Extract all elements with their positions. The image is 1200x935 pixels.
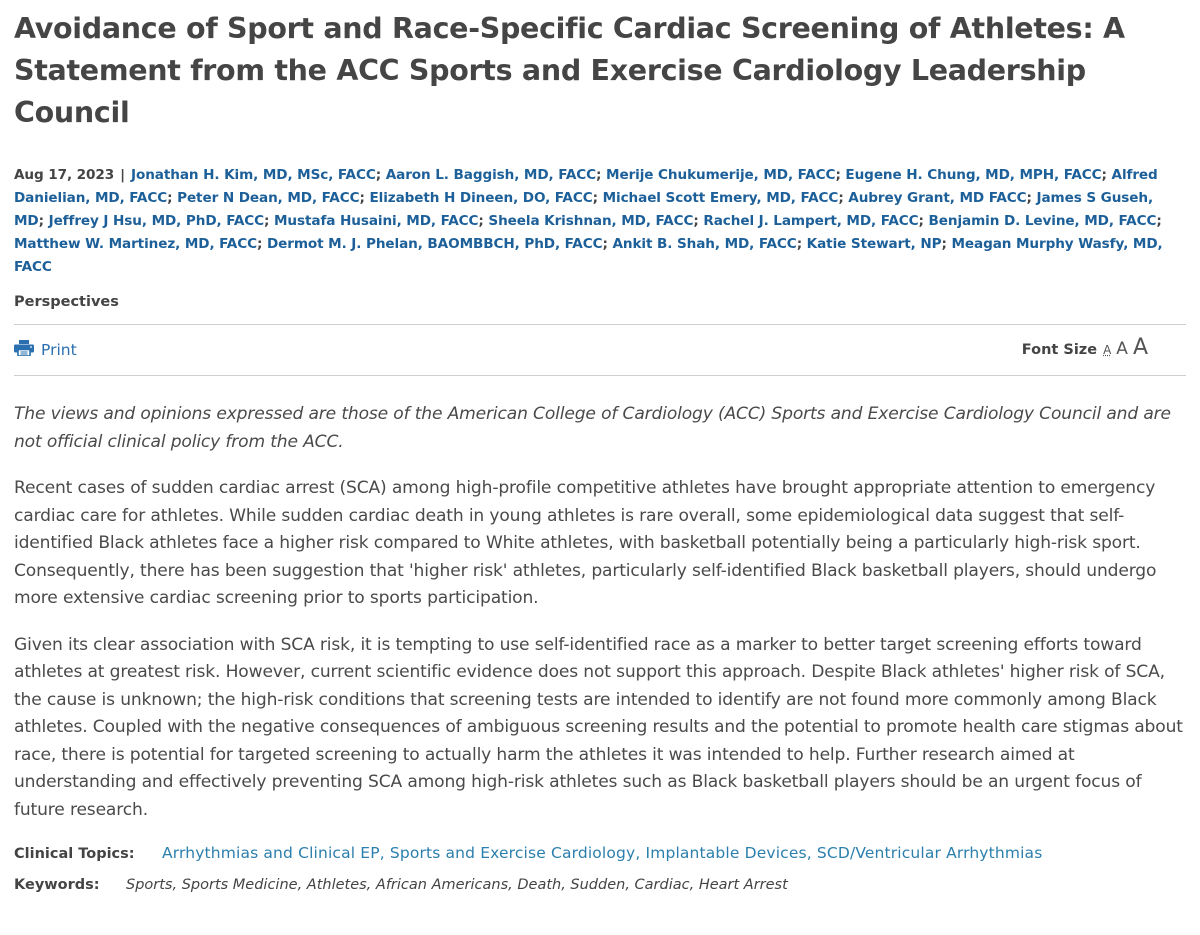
author-separator: ; — [1101, 167, 1112, 183]
author-list — [14, 167, 1163, 275]
author-separator: ; — [838, 190, 849, 206]
author-link[interactable]: Matthew W. Martinez, MD, FACC — [14, 236, 257, 252]
author-separator: ; — [835, 167, 846, 183]
font-size-label: Font Size — [1021, 342, 1098, 358]
font-size-large-button[interactable]: A — [1132, 335, 1148, 360]
font-size-small-button[interactable]: A — [1103, 343, 1112, 357]
print-label: Print — [41, 341, 77, 359]
keywords-list: Sports, Sports Medicine, Athletes, African Americans, Death, Sudden, Cardiac, Heart Arrest — [126, 877, 788, 893]
author-separator: ; — [264, 213, 274, 229]
author-link[interactable]: Katie Stewart, NP — [806, 236, 942, 252]
author-link[interactable]: Meagan Murphy Wasfy, MD, FACC — [14, 236, 1163, 275]
author-link[interactable]: Peter N Dean, MD, FACC — [177, 190, 360, 206]
author-link[interactable]: Dermot M. J. Phelan, BAOMBBCH, PhD, FACC — [266, 236, 603, 252]
byline-separator: | — [120, 167, 125, 183]
author-link[interactable]: Mustafa Husaini, MD, FACC — [273, 213, 479, 229]
author-link[interactable]: Ankit B. Shah, MD, FACC — [612, 236, 797, 252]
author-separator: ; — [602, 236, 613, 252]
author-link[interactable]: Sheela Krishnan, MD, FACC — [488, 213, 694, 229]
byline — [14, 164, 1186, 279]
clinical-topics-links[interactable]: Arrhythmias and Clinical EP, Sports and Exercise Cardiology, Implantable Devices, SCD/Ventricular Arrhythmias — [162, 844, 1043, 862]
author-separator: ; — [1156, 213, 1162, 229]
author-separator: ; — [596, 167, 607, 183]
author-separator: ; — [918, 213, 929, 229]
author-separator: ; — [167, 190, 178, 206]
author-separator: ; — [478, 213, 489, 229]
print-button[interactable] — [14, 340, 77, 360]
author-link[interactable]: Merije Chukumerije, MD, FACC — [606, 167, 836, 183]
body-paragraph-1: Recent cases of sudden cardiac arrest (SCA) among high-profile competitive athletes have brought appropriate attention to emergency cardiac care for athletes. While sudden cardiac death in young athletes is rare overall, some epidemiological data suggest that self-identified Black athletes face a higher risk compared to White athletes, with basketball potentially being a particularly high-risk sport. Consequently, there has been suggestion that 'higher risk' athletes, particularly self-identified Black basketball players, should undergo more extensive cardiac screening prior to sports participation. — [14, 478, 1157, 608]
font-size-medium-button[interactable]: A — [1116, 339, 1128, 359]
article-toolbar — [14, 324, 1186, 376]
author-separator: ; — [796, 236, 807, 252]
author-link[interactable]: Aubrey Grant, MD FACC — [848, 190, 1027, 206]
body-paragraph-2: Given its clear association with SCA risk, it is tempting to use self-identified race as a marker to better target screening efforts toward athletes at greatest risk. However, current scientific evidence does not support this approach. Despite Black athletes' higher risk of SCA, the cause is unknown; the high-risk conditions that screening tests are intended to identify are not found more commonly among Black athletes. Coupled with the negative consequences of ambiguous screening results and the potential to promote health care stigmas about race, there is potential for targeted screening to actually harm the athletes it was intended to help. Further research aimed at understanding and effectively preventing SCA among high-risk athletes such as Black basketball players should be an urgent focus of future research. — [14, 634, 1183, 820]
author-separator: ; — [693, 213, 704, 229]
author-separator: ; — [256, 236, 267, 252]
author-link[interactable]: Eugene H. Chung, MD, MPH, FACC — [845, 167, 1102, 183]
publish-date: Aug 17, 2023 — [14, 167, 115, 183]
font-size-control — [1022, 335, 1148, 360]
author-link[interactable]: Jonathan H. Kim, MD, MSc, FACC — [131, 167, 376, 183]
author-link[interactable]: Elizabeth H Dineen, DO, FACC — [369, 190, 593, 206]
author-link[interactable]: James S Guseh, MD — [14, 190, 1154, 229]
keywords-row — [14, 877, 1186, 893]
author-link[interactable]: Alfred Danielian, MD, FACC — [14, 167, 1158, 206]
clinical-topics-label: Clinical Topics: — [14, 846, 135, 862]
author-separator: ; — [941, 236, 952, 252]
disclaimer-paragraph: The views and opinions expressed are those of the American College of Cardiology (ACC) Sports and Exercise Cardiology Council and are not official clinical policy from the ACC. — [14, 404, 1171, 452]
author-link[interactable]: Aaron L. Baggish, MD, FACC — [385, 167, 597, 183]
author-separator: ; — [1026, 190, 1037, 206]
clinical-topics-row — [14, 844, 1186, 862]
article-title: Avoidance of Sport and Race-Specific Cardiac Screening of Athletes: A Statement from the ACC Sports and Exercise Cardiology Leadership Council — [14, 12, 1125, 129]
author-link[interactable]: Michael Scott Emery, MD, FACC — [602, 190, 839, 206]
article-page — [14, 0, 1186, 893]
printer-icon — [14, 340, 41, 360]
keywords-label: Keywords: — [14, 877, 100, 893]
author-link[interactable]: Benjamin D. Levine, MD, FACC — [928, 213, 1157, 229]
author-separator: ; — [592, 190, 603, 206]
author-separator: ; — [359, 190, 370, 206]
author-separator: ; — [38, 213, 49, 229]
author-separator: ; — [375, 167, 386, 183]
author-link[interactable]: Rachel J. Lampert, MD, FACC — [703, 213, 919, 229]
article-type: Perspectives — [14, 294, 119, 310]
author-link[interactable]: Jeffrey J Hsu, MD, PhD, FACC — [48, 213, 264, 229]
